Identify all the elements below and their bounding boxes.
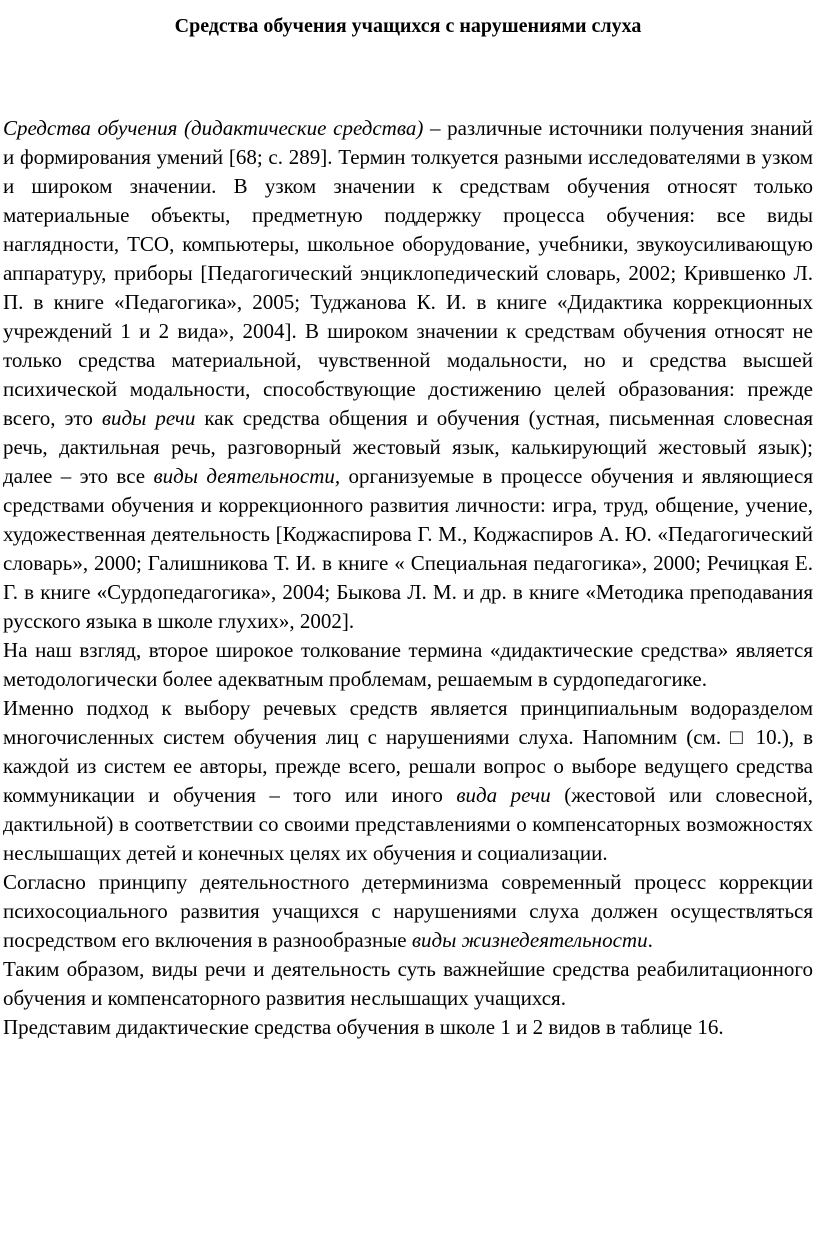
paragraph-text: Согласно принципу деятельностного детерминизма современный процесс коррекции психосоциального развития учащихся с нарушениями слуха должен осуществляться посредством его включения в разнообразные: [3, 870, 813, 952]
paragraph-text: .: [647, 928, 653, 952]
paragraph-text: Именно подход к выбору речевых средств является принципиальным водоразделом многочисленных систем обучения лиц с нарушениями слуха. Напомним (см. □ 10.), в каждой из систем ее авторы, прежде всего, решали вопрос о выборе ведущего средства коммуникации и обучения – того или иного: [3, 696, 813, 807]
italic-term-activity-types: виды деятельности,: [153, 464, 341, 488]
italic-term-didactic-means: Средства обучения (дидактические средства): [3, 116, 424, 140]
paragraph-speech-approach: [3, 694, 813, 868]
paragraph-opinion: На наш взгляд, второе широкое толкование термина «дидактические средства» является методологически более адекватным проблемам, решаемым в сурдопедагогике.: [3, 638, 813, 691]
paragraph-table-reference: Представим дидактические средства обучения в школе 1 и 2 видов в таблице 16.: [3, 1015, 724, 1039]
italic-term-life-activity: виды жизнедеятельности: [411, 928, 648, 952]
paragraph-text: организуемые в процессе обучения и являющиеся средствами обучения и коррекционного развития личности: игра, труд, общение, учение, художественная деятельность [Коджаспирова Г. М., Коджаспиров А. Ю. «Педагогический словарь», 2000; Галишникова Т. И. в книге « Специальная педагогика», 2000; Речицкая Е. Г. в книге «Сурдопедагогика», 2004; Быкова Л. М. и др. в книге «Методика преподавания русского языка в школе глухих», 2002].: [3, 464, 813, 633]
document-body: [3, 114, 813, 1042]
paragraph-determinism: [3, 868, 813, 955]
italic-term-speech-types: виды речи: [101, 406, 196, 430]
paragraph-text: – различные источники получения знаний и формирования умений [68; с. 289]. Термин толкуется разными исследователями в узком и широком значении. В узком значении к средствам обучения относят только материальные объекты, предметную поддержку процесса обучения: все виды наглядности, ТСО, компьютеры, школьное оборудование, учебники, звукоусиливающую аппаратуру, приборы [Педагогический энциклопедический словарь, 2002; Крившенко Л. П. в книге «Педагогика», 2005; Туджанова К. И. в книге «Дидактика коррекционных учреждений 1 и 2 вида», 2004]. В широком значении к средствам обучения относят не только средства материальной, чувственной модальности, но и средства высшей психической модальности, способствующие достижению целей образования: прежде всего, это: [3, 116, 813, 430]
document-title: Средства обучения учащихся с нарушениями слуха: [174, 15, 642, 37]
paragraph-text: (жестовой или словесной, дактильной) в соответствии со своими представлениями о компенсаторных возможностях неслышащих детей и конечных целях их обучения и социализации.: [3, 783, 813, 865]
paragraph-definition: [3, 114, 813, 636]
paragraph-conclusion: Таким образом, виды речи и деятельность суть важнейшие средства реабилитационного обучения и компенсаторного развития неслышащих учащихся.: [3, 957, 813, 1010]
paragraph-text: как средства общения и обучения (устная, письменная словесная речь, дактильная речь, разговорный жестовый язык, калькирующий жестовый язык); далее – это все: [3, 406, 813, 488]
italic-term-speech-kind: вида речи: [456, 783, 551, 807]
